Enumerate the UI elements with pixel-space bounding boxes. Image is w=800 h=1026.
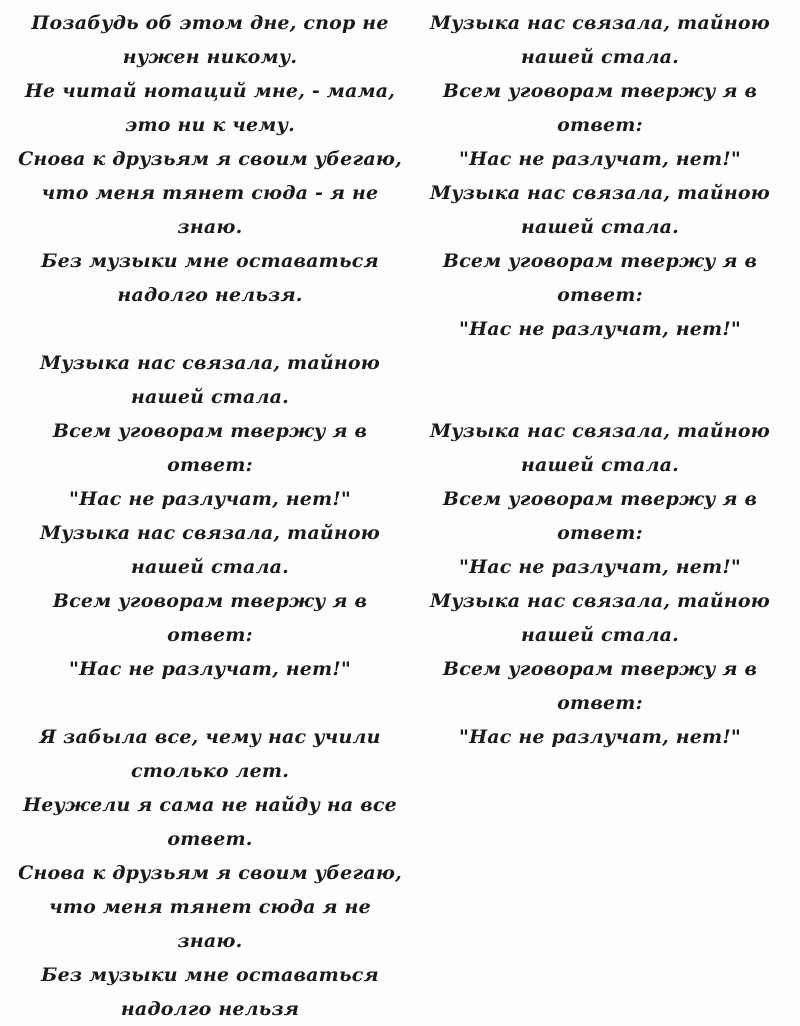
lyric-line: Всем уговорам твержу я в ответ: [442,488,758,544]
left-column [14,6,406,1026]
lyric-line: Музыка нас связала, тайною нашей стала. [39,352,381,408]
chorus-2 [408,6,792,346]
lyric-line: Музыка нас связала, тайною нашей стала. [429,420,771,476]
lyric-line: Всем уговорам твержу я в ответ: [52,590,368,646]
lyric-line: Музыка нас связала, тайною нашей стала. [429,590,771,646]
lyric-line: Я забыла все, чему нас учили столько лет. [39,726,381,782]
lyric-line: "Нас не разлучат, нет!" [458,726,741,748]
lyric-line: Всем уговорам твержу я в ответ: [442,250,758,306]
lyric-line: Снова к друзьям я своим убегаю, что меня тянет сюда я не знаю. [18,862,402,952]
lyric-line: Неужели я сама не найду на все ответ. [23,794,397,850]
lyric-line: Всем уговорам твержу я в ответ: [442,658,758,714]
verse-1 [14,6,406,312]
lyric-line: Всем уговорам твержу я в ответ: [52,420,368,476]
lyric-line: "Нас не разлучат, нет!" [458,148,741,170]
lyric-line: Музыка нас связала, тайною нашей стала. [39,522,381,578]
lyric-line: Всем уговорам твержу я в ответ: [442,80,758,136]
lyric-line: "Нас не разлучат, нет!" [68,658,351,680]
lyric-line: Снова к друзьям я своим убегаю, что меня тянет сюда - я не знаю. [18,148,402,238]
lyric-line: Музыка нас связала, тайною нашей стала. [429,12,771,68]
chorus-1 [14,346,406,686]
lyric-line: "Нас не разлучат, нет!" [458,318,741,340]
lyric-line: Без музыки мне оставаться надолго нельзя. [41,250,379,306]
verse-2 [14,720,406,1026]
lyric-line: "Нас не разлучат, нет!" [68,488,351,510]
lyric-line: Без музыки мне оставаться надолго нельзя [41,964,379,1020]
lyric-line: Музыка нас связала, тайною нашей стала. [429,182,771,238]
chorus-3 [408,414,792,754]
lyric-line: "Нас не разлучат, нет!" [458,556,741,578]
right-column [408,6,792,754]
lyric-line: Позабудь об этом дне, спор не нужен никому. [31,12,389,68]
lyric-line: Не читай нотаций мне, - мама, это ни к чему. [24,80,396,136]
